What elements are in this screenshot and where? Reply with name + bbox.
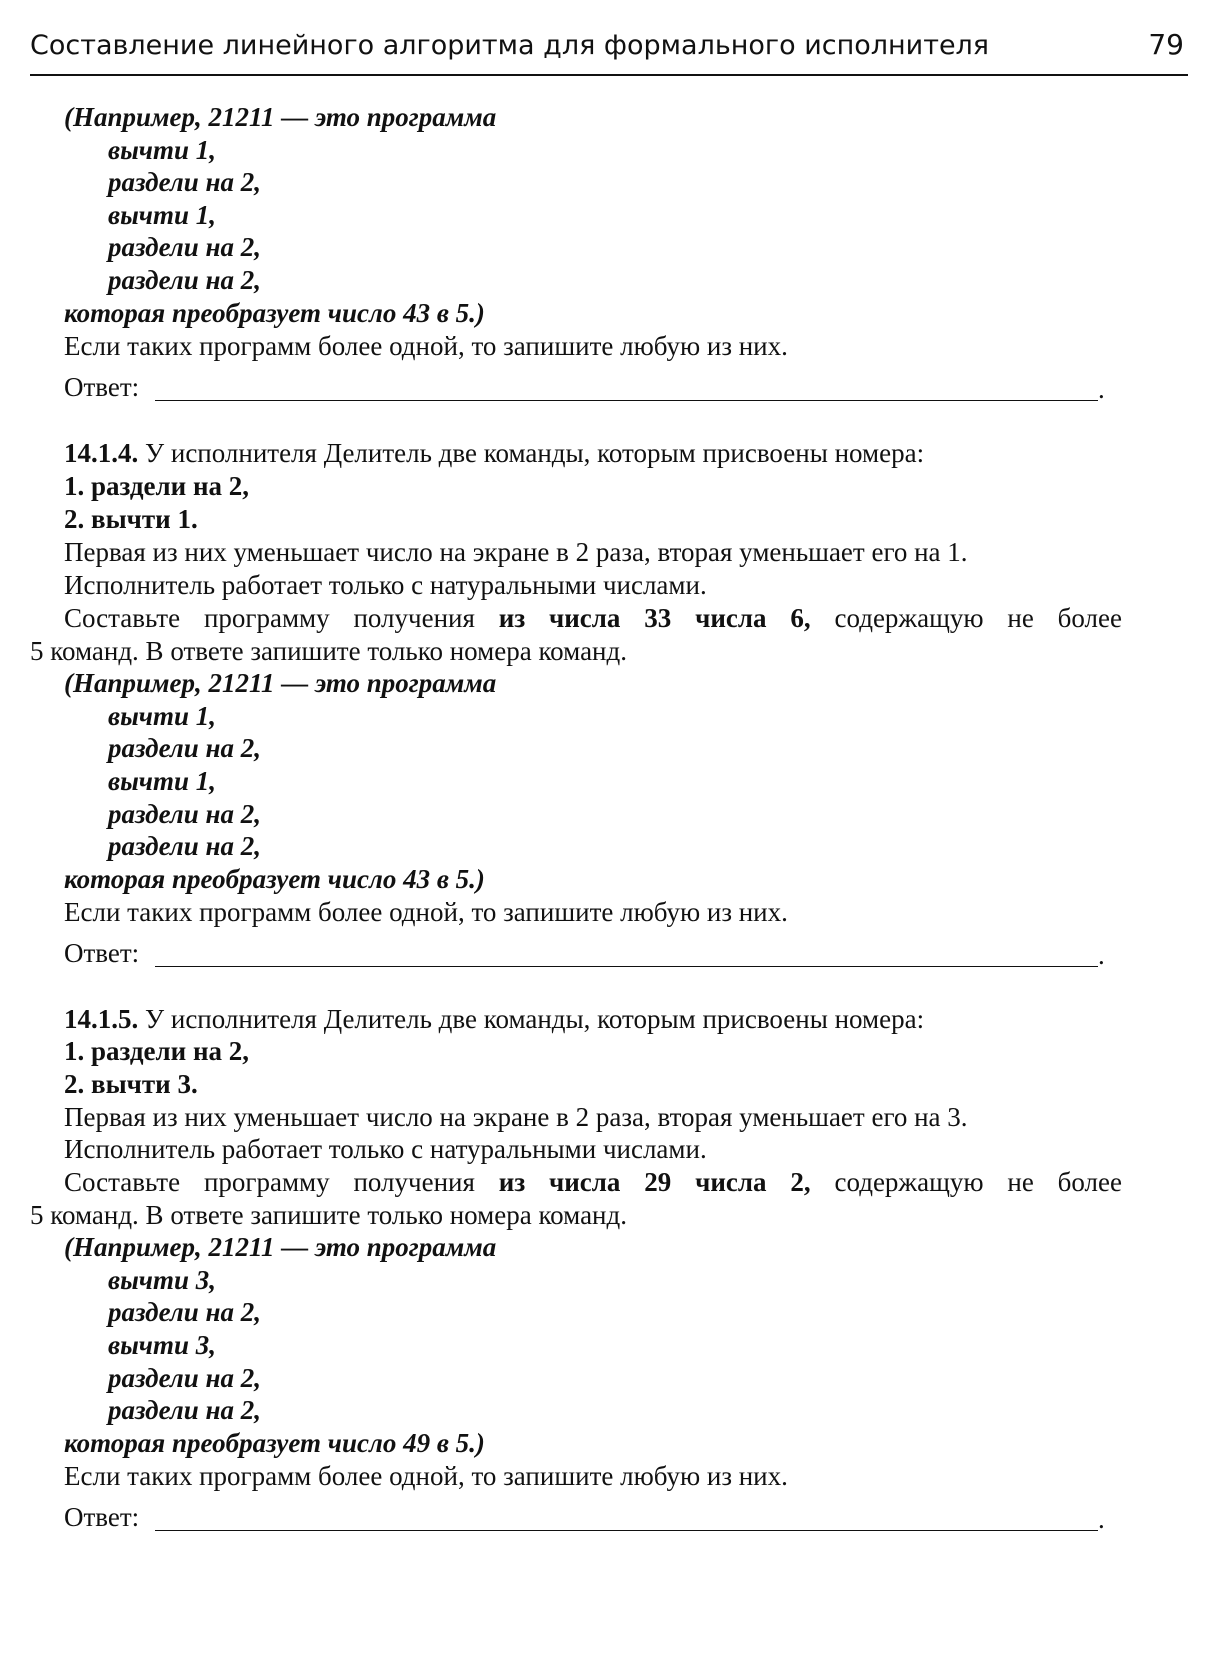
example-step: вычти 1, — [108, 200, 216, 230]
example-step: раздели на 2, — [108, 1395, 261, 1425]
example-step: раздели на 2, — [108, 167, 261, 197]
answer-field[interactable] — [155, 400, 1098, 401]
example-step: раздели на 2, — [108, 799, 261, 829]
task-heading — [64, 1002, 924, 1036]
running-header — [30, 26, 1188, 76]
command-2: 2. вычти 1. — [64, 504, 198, 534]
task-text: содержащую не более — [810, 603, 1122, 633]
example-step: раздели на 2, — [108, 831, 261, 861]
example-step: вычти 3, — [108, 1265, 216, 1295]
note: Если таких программ более одной, то запишите любую из них. — [64, 1461, 788, 1491]
task-intro: У исполнителя Делитель две команды, которым присвоены номера: — [138, 438, 925, 468]
task-statement-cont: 5 команд. В ответе запишите только номера команд. — [30, 636, 627, 666]
task-text: содержащую не более — [810, 1167, 1122, 1197]
example-step: вычти 1, — [108, 135, 216, 165]
answer-end: . — [1098, 1504, 1105, 1534]
note: Если таких программ более одной, то запишите любую из них. — [64, 897, 788, 927]
example-step: вычти 1, — [108, 766, 216, 796]
task-intro: У исполнителя Делитель две команды, которым присвоены номера: — [138, 1004, 925, 1034]
example-outro: которая преобразует число 43 в 5.) — [64, 298, 485, 328]
task-number: 14.1.4. — [64, 438, 139, 468]
example-intro: (Например, 21211 — это программа — [64, 102, 497, 132]
page-number: 79 — [1148, 28, 1184, 61]
task-emphasis: из числа 33 числа 6, — [498, 603, 811, 633]
task-heading — [64, 436, 924, 470]
answer-field[interactable] — [155, 966, 1098, 967]
command-2: 2. вычти 3. — [64, 1069, 198, 1099]
answer-end: . — [1098, 374, 1105, 404]
example-outro: которая преобразует число 49 в 5.) — [64, 1428, 485, 1458]
example-intro: (Например, 21211 — это программа — [64, 668, 497, 698]
description: Первая из них уменьшает число на экране в 2 раза, вторая уменьшает его на 1. — [64, 537, 968, 567]
answer-label: Ответ: — [64, 1502, 140, 1532]
example-step: раздели на 2, — [108, 733, 261, 763]
answer-label: Ответ: — [64, 372, 140, 402]
description: Первая из них уменьшает число на экране в 2 раза, вторая уменьшает его на 3. — [64, 1102, 968, 1132]
example-step: раздели на 2, — [108, 1363, 261, 1393]
task-statement — [64, 1165, 1122, 1199]
example-intro: (Например, 21211 — это программа — [64, 1232, 497, 1262]
example-step: раздели на 2, — [108, 232, 261, 262]
answer-end: . — [1098, 940, 1105, 970]
example-step: вычти 3, — [108, 1330, 216, 1360]
command-1: 1. раздели на 2, — [64, 471, 250, 501]
answer-label: Ответ: — [64, 938, 140, 968]
task-text: Составьте программу получения — [64, 603, 499, 633]
task-number: 14.1.5. — [64, 1004, 139, 1034]
example-step: вычти 1, — [108, 701, 216, 731]
task-statement — [64, 601, 1122, 635]
description: Исполнитель работает только с натуральными числами. — [64, 570, 707, 600]
example-outro: которая преобразует число 43 в 5.) — [64, 864, 485, 894]
chapter-title: Составление линейного алгоритма для формального исполнителя — [30, 30, 990, 61]
example-step: раздели на 2, — [108, 265, 261, 295]
task-emphasis: из числа 29 числа 2, — [498, 1167, 811, 1197]
command-1: 1. раздели на 2, — [64, 1036, 250, 1066]
note: Если таких программ более одной, то запишите любую из них. — [64, 331, 788, 361]
example-step: раздели на 2, — [108, 1297, 261, 1327]
description: Исполнитель работает только с натуральными числами. — [64, 1134, 707, 1164]
task-text: Составьте программу получения — [64, 1167, 499, 1197]
task-statement-cont: 5 команд. В ответе запишите только номера команд. — [30, 1200, 627, 1230]
answer-field[interactable] — [155, 1530, 1098, 1531]
